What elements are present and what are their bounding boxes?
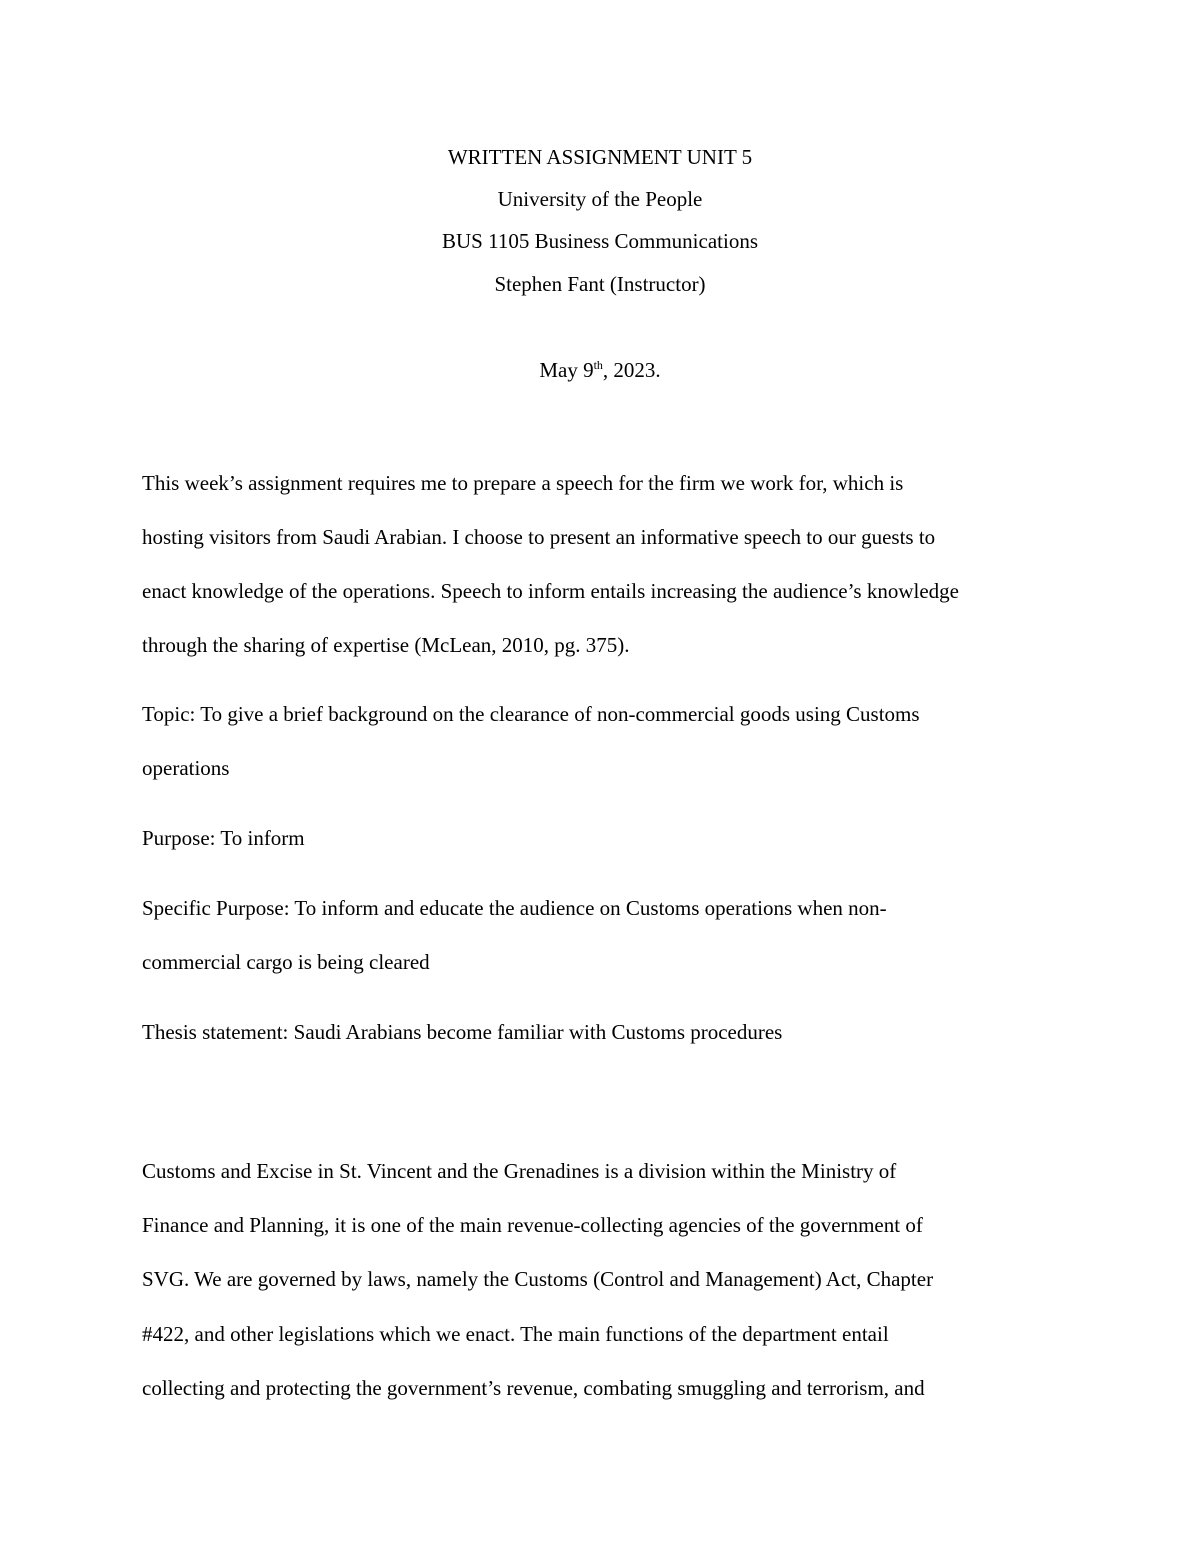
topic-line: operations: [142, 756, 230, 780]
course-name: BUS 1105 Business Communications: [442, 229, 758, 253]
assignment-date: [0, 356, 1200, 384]
intro-line: This week’s assignment requires me to prepare a speech for the firm we work for, which is: [142, 471, 904, 495]
body-line: SVG. We are governed by laws, namely the Customs (Control and Management) Act, Chapter: [142, 1267, 934, 1291]
body-line: #422, and other legislations which we enact. The main functions of the department entail: [142, 1322, 889, 1346]
specific-purpose-line: Specific Purpose: To inform and educate the audience on Customs operations when non-: [142, 896, 887, 920]
body-line: Finance and Planning, it is one of the main revenue-collecting agencies of the government of: [142, 1213, 923, 1237]
thesis-line: Thesis statement: Saudi Arabians become familiar with Customs procedures: [142, 1020, 783, 1044]
body-line: Customs and Excise in St. Vincent and the Grenadines is a division within the Ministry of: [142, 1159, 897, 1183]
intro-line: enact knowledge of the operations. Speech to inform entails increasing the audience’s knowledge: [142, 579, 959, 603]
topic-line: Topic: To give a brief background on the clearance of non-commercial goods using Customs: [142, 702, 920, 726]
date-suffix: , 2023.: [602, 358, 661, 382]
purpose-line: Purpose: To inform: [142, 826, 305, 850]
instructor-name: Stephen Fant (Instructor): [494, 272, 706, 296]
body-line: collecting and protecting the government’s revenue, combating smuggling and terrorism, and: [142, 1376, 925, 1400]
intro-line: through the sharing of expertise (McLean, 2010, pg. 375).: [142, 633, 630, 657]
date-superscript: th: [593, 358, 603, 372]
assignment-title: WRITTEN ASSIGNMENT UNIT 5: [447, 145, 753, 169]
intro-line: hosting visitors from Saudi Arabian. I choose to present an informative speech to our guests to: [142, 525, 936, 549]
date-prefix: May 9: [539, 358, 594, 382]
university-name: University of the People: [497, 187, 703, 211]
specific-purpose-line: commercial cargo is being cleared: [142, 950, 430, 974]
